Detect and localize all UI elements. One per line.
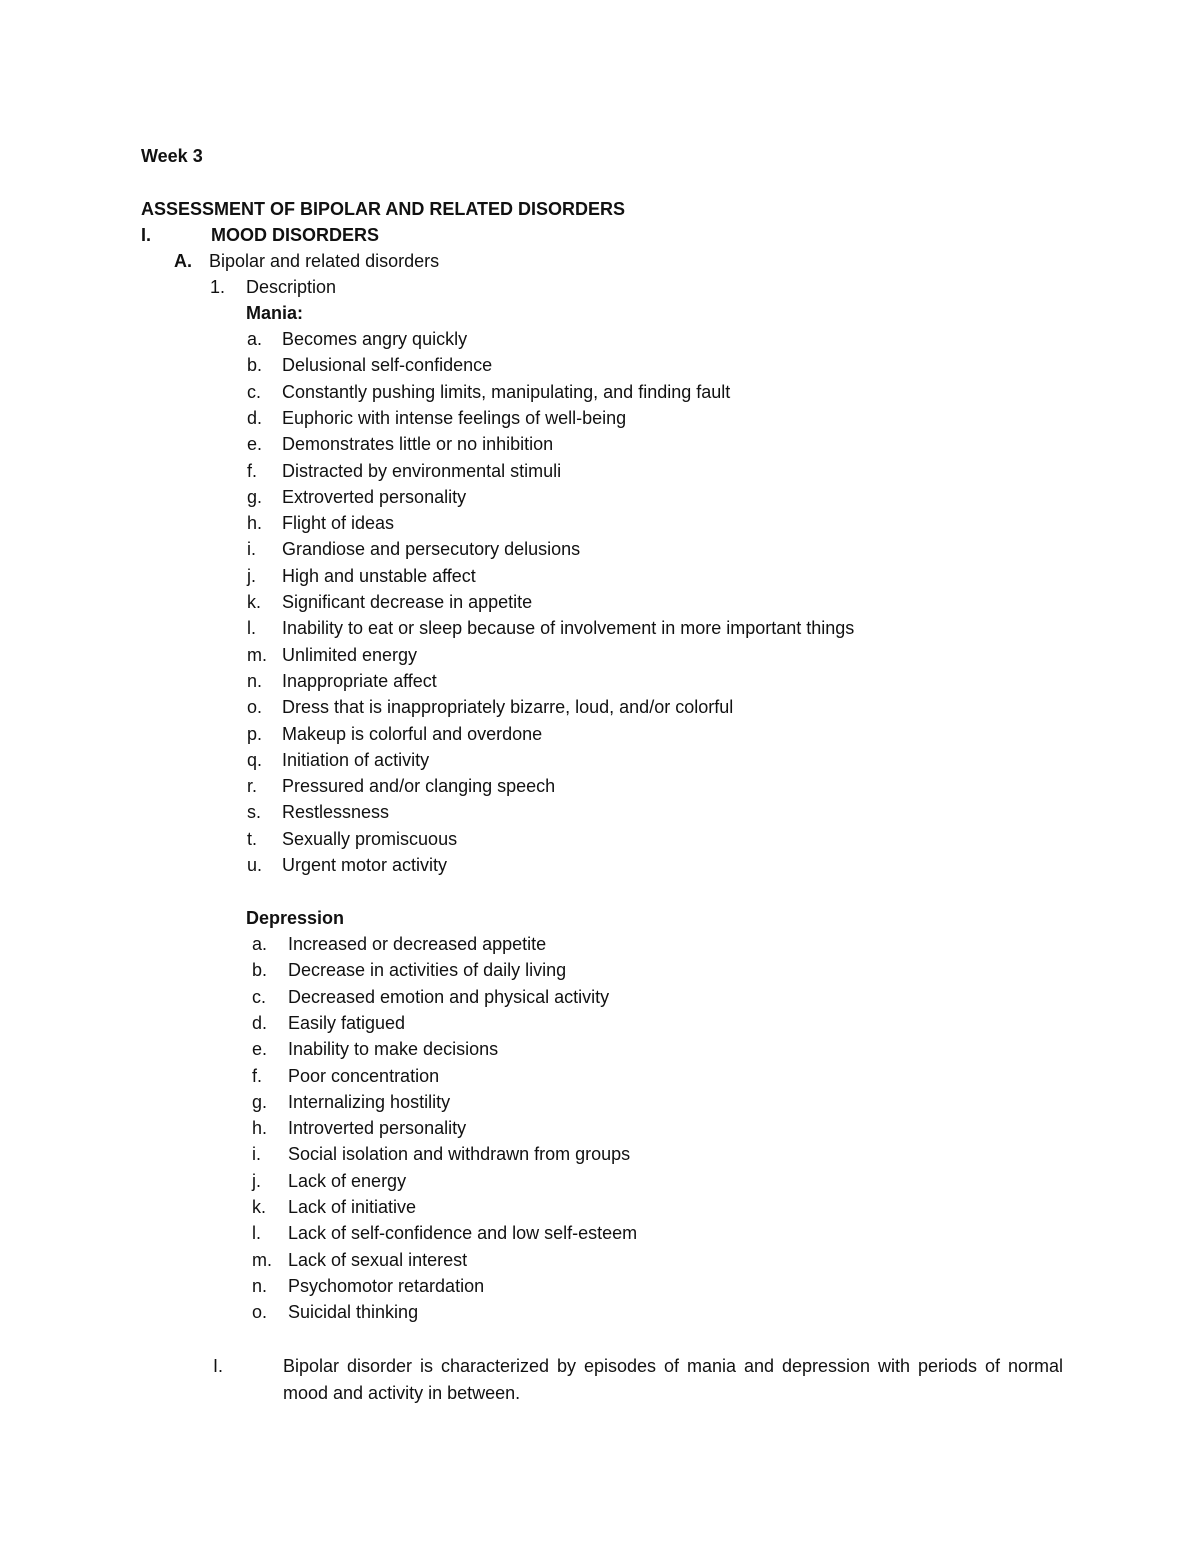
mania-item-text: Becomes angry quickly: [282, 329, 468, 349]
depression-item-text: Decreased emotion and physical activity: [288, 986, 610, 1007]
depression-item-marker: f.: [252, 1065, 263, 1086]
mania-item-marker: j.: [247, 565, 256, 586]
week-label: Week 3: [141, 146, 203, 166]
depression-item-text: Lack of initiative: [288, 1197, 417, 1217]
depression-item-text: Suicidal thinking: [288, 1302, 419, 1323]
subsection-heading: Bipolar and related disorders: [209, 251, 440, 271]
mania-heading: Mania:: [246, 303, 304, 323]
depression-item-text: Increased or decreased appetite: [288, 934, 547, 954]
depression-item-marker: a.: [252, 934, 268, 954]
document-title: ASSESSMENT OF BIPOLAR AND RELATED DISORDERS: [141, 199, 626, 219]
depression-item-marker: e.: [252, 1039, 268, 1060]
section-marker: I.: [141, 225, 152, 245]
mania-item-marker: r.: [247, 776, 258, 797]
depression-item-marker: o.: [252, 1302, 268, 1323]
subitem-heading: Description: [246, 277, 337, 297]
depression-item-text: Internalizing hostility: [288, 1091, 451, 1112]
depression-item-marker: b.: [252, 960, 268, 981]
depression-item-text: Poor concentration: [288, 1065, 440, 1086]
mania-item-text: Unlimited energy: [282, 644, 418, 665]
mania-item-text: Distracted by environmental stimuli: [282, 460, 562, 481]
depression-item-text: Decrease in activities of daily living: [288, 960, 567, 981]
depression-item-marker: j.: [252, 1170, 261, 1191]
mania-item-text: High and unstable affect: [282, 565, 476, 586]
mania-item-marker: e.: [247, 434, 263, 455]
mania-item-text: Makeup is colorful and overdone: [282, 723, 543, 744]
mania-item-marker: c.: [247, 381, 262, 402]
depression-item-text: Inability to make decisions: [288, 1039, 499, 1060]
mania-item-text: Sexually promiscuous: [282, 828, 458, 849]
mania-item-marker: f.: [247, 460, 258, 481]
mania-item-marker: q.: [247, 749, 263, 770]
mania-item-text: Significant decrease in appetite: [282, 592, 533, 612]
mania-item-text: Flight of ideas: [282, 513, 395, 534]
mania-item-marker: u.: [247, 855, 263, 875]
summary-marker: I.: [213, 1356, 224, 1376]
mania-item-marker: i.: [247, 539, 256, 560]
depression-item-text: Lack of self-confidence and low self-esteem: [288, 1223, 638, 1244]
depression-heading: Depression: [246, 908, 345, 928]
mania-item-marker: m.: [247, 644, 267, 665]
depression-item-text: Lack of sexual interest: [288, 1249, 468, 1270]
mania-item-text: Delusional self-confidence: [282, 355, 493, 376]
depression-item-text: Social isolation and withdrawn from groups: [288, 1144, 631, 1165]
depression-item-marker: m.: [252, 1249, 272, 1270]
depression-item-text: Introverted personality: [288, 1118, 467, 1139]
depression-item-marker: c.: [252, 986, 267, 1007]
mania-item-marker: d.: [247, 407, 263, 428]
depression-item-marker: i.: [252, 1144, 261, 1165]
mania-item-marker: l.: [247, 618, 256, 639]
mania-item-marker: t.: [247, 828, 258, 849]
mania-item-text: Euphoric with intense feelings of well-being: [282, 407, 627, 428]
mania-item-text: Grandiose and persecutory delusions: [282, 539, 581, 560]
mania-item-marker: n.: [247, 670, 263, 691]
mania-item-text: Pressured and/or clanging speech: [282, 776, 556, 797]
mania-item-text: Inability to eat or sleep because of involvement in more important things: [282, 618, 855, 639]
summary-paragraph: Bipolar disorder is characterized by episodes of mania and depression with periods of normal mood and activity in between.: [283, 1356, 1063, 1403]
depression-item-marker: d.: [252, 1012, 268, 1033]
depression-item-marker: g.: [252, 1091, 268, 1112]
mania-item-text: Urgent motor activity: [282, 855, 448, 875]
mania-item-text: Initiation of activity: [282, 749, 430, 770]
depression-item-marker: h.: [252, 1118, 268, 1139]
section-heading: MOOD DISORDERS: [211, 225, 380, 245]
mania-item-text: Demonstrates little or no inhibition: [282, 434, 554, 455]
depression-item-marker: l.: [252, 1223, 261, 1244]
mania-item-text: Extroverted personality: [282, 486, 467, 507]
mania-item-text: Inappropriate affect: [282, 670, 437, 691]
depression-item-marker: k.: [252, 1197, 267, 1217]
mania-item-text: Constantly pushing limits, manipulating, and finding fault: [282, 381, 731, 402]
depression-item-text: Easily fatigued: [288, 1012, 406, 1033]
mania-item-marker: k.: [247, 592, 262, 612]
mania-item-text: Restlessness: [282, 802, 390, 823]
depression-item-marker: n.: [252, 1275, 268, 1296]
mania-item-marker: h.: [247, 513, 263, 534]
subsection-marker: A.: [174, 251, 192, 271]
mania-item-text: Dress that is inappropriately bizarre, loud, and/or colorful: [282, 697, 734, 718]
subitem-marker: 1.: [210, 277, 226, 297]
mania-item-marker: g.: [247, 486, 263, 507]
depression-item-text: Lack of energy: [288, 1170, 407, 1191]
mania-item-marker: o.: [247, 697, 263, 718]
depression-item-text: Psychomotor retardation: [288, 1275, 485, 1296]
mania-item-marker: a.: [247, 329, 263, 349]
mania-item-marker: b.: [247, 355, 263, 376]
mania-item-marker: s.: [247, 802, 262, 823]
mania-item-marker: p.: [247, 723, 263, 744]
